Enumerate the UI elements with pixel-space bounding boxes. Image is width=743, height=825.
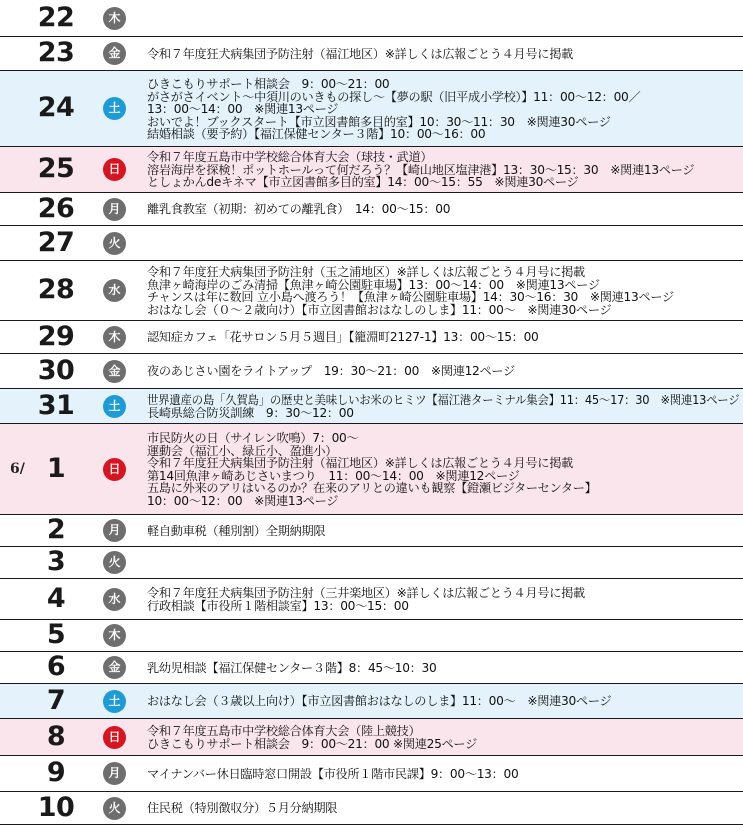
day-number: 28 (37, 274, 75, 305)
event-line: 市民防火の日（サイレン吹鳴）7：00～ (147, 431, 359, 445)
event-line: 10：00～12：00 ※関連13ページ (147, 493, 339, 508)
event-list (147, 266, 739, 316)
event-list (147, 331, 739, 344)
event-line: マイナンバー休日臨時窓口開設【市役所１階市民課】9：00～13：00 (147, 767, 519, 781)
event-line: 夜のあじさい園をライトアップ 19：30～21：00 ※関連12ページ (147, 364, 515, 378)
day-number: 27 (37, 227, 75, 258)
event-list (147, 587, 739, 612)
weekday-badge: 月 (103, 198, 126, 221)
weekday-badge: 土 (103, 395, 126, 418)
event-line: 令和７年度狂犬病集団予防注射（三井楽地区）※詳しくは広報ごとう４月号に掲載 (147, 586, 585, 600)
event-line: 行政相談【市役所１階相談室】13：00～15：00 (147, 598, 409, 613)
weekday-badge: 火 (103, 551, 126, 574)
event-list (147, 695, 739, 708)
weekday-badge: 金 (103, 360, 126, 383)
calendar-row-day-25 (0, 147, 743, 193)
event-line: 離乳食教室（初期：初めての離乳食） 14：00～15：00 (147, 202, 451, 216)
event-list (147, 768, 739, 781)
event-line: 軽自動車税（種別割）全期納期限 (147, 524, 326, 538)
event-line: 五島に外来のアリはいるのか？在来のアリとの違いも観察【鐙瀬ビジターセンター】 (147, 481, 597, 496)
weekday-badge: 火 (103, 797, 126, 820)
event-line: 令和７年度五島市中学校総合体育大会（陸上競技） (147, 724, 421, 738)
day-number: 4 (46, 583, 66, 614)
calendar-row-day-23 (0, 37, 743, 71)
event-list (147, 48, 739, 61)
calendar-row-day-1 (0, 424, 743, 515)
calendar-row-day-10 (0, 792, 743, 825)
day-number: 29 (37, 321, 75, 352)
day-number: 22 (37, 2, 75, 33)
calendar-row-day-3 (0, 547, 743, 579)
event-line: 令和７年度狂犬病集団予防注射（福江地区）※詳しくは広報ごとう４月号に掲載 (147, 47, 573, 61)
calendar-row-day-22 (0, 0, 743, 37)
weekday-badge: 火 (103, 232, 126, 255)
event-list (147, 662, 739, 675)
event-line: 住民税（特別徴収分）５月分納期限 (147, 801, 338, 815)
weekday-badge: 木 (103, 7, 126, 30)
event-list (147, 203, 739, 216)
event-line: 魚津ヶ崎海岸のごみ清掃【魚津ヶ崎公園駐車場】13：00～14：00 ※関連13ページ (147, 277, 600, 292)
event-list (147, 365, 739, 378)
weekday-badge: 日 (103, 158, 126, 181)
event-line: 運動会（福江小、緑丘小、盈進小） (147, 443, 338, 458)
day-number: 26 (37, 193, 75, 224)
calendar-row-day-4 (0, 579, 743, 620)
event-line: ひきこもりサポート相談会 9：00～21：00 (147, 77, 390, 91)
calendar-row-day-26 (0, 193, 743, 226)
calendar-row-day-9 (0, 756, 743, 792)
event-line: おいでよ！ブックスタート【市立図書館多目的室】10：30～11：30 ※関連30ページ (147, 114, 611, 129)
weekday-badge: 日 (103, 726, 126, 749)
month-prefix: 6/ (10, 461, 25, 477)
weekday-badge: 月 (103, 519, 126, 542)
day-number: 2 (46, 515, 66, 545)
calendar-row-day-27 (0, 226, 743, 261)
calendar-row-day-5 (0, 620, 743, 652)
event-list (147, 151, 739, 189)
day-number: 23 (37, 37, 75, 68)
event-line: 乳幼児相談【福江保健センター３階】8：45～10：30 (147, 661, 437, 675)
day-number: 24 (37, 92, 75, 123)
calendar-row-day-24 (0, 71, 743, 147)
day-number: 6 (46, 652, 66, 682)
event-line: 令和７年度狂犬病集団予防注射（玉之浦地区）※詳しくは広報ごとう４月号に掲載 (147, 265, 585, 279)
day-number: 25 (37, 153, 75, 184)
day-number: 1 (46, 453, 66, 484)
weekday-badge: 日 (103, 458, 126, 481)
day-number: 8 (46, 721, 66, 752)
calendar-row-day-6 (0, 652, 743, 684)
event-list (147, 78, 739, 141)
weekday-badge: 木 (103, 326, 126, 349)
weekday-badge: 土 (103, 97, 126, 120)
calendar-row-day-8 (0, 719, 743, 756)
event-list (147, 432, 739, 508)
weekday-badge: 金 (103, 42, 126, 65)
weekday-badge: 月 (103, 762, 126, 785)
event-line: としょかんdeキネマ【市立図書館多目的室】14：00～15：55 ※関連30ページ (147, 175, 579, 190)
calendar-row-day-28 (0, 261, 743, 321)
event-line: おはなし会（０～２歳向け）【市立図書館おはなしのしま】11：00～ ※関連30ページ (147, 302, 612, 317)
event-line: 13：00～14：00 ※関連13ページ (147, 102, 339, 117)
day-number: 3 (46, 547, 66, 577)
event-line: チャンスは年に数回 立小島へ渡ろう！【魚津ヶ崎公園駐車場】14：30～16：30 ※関連13ページ (147, 290, 674, 305)
event-line: ひきこもりサポート相談会 9：00～21：00 ※関連25ページ (147, 736, 477, 751)
event-list (147, 394, 739, 419)
weekday-badge: 水 (103, 588, 126, 611)
calendar-row-day-31 (0, 389, 743, 424)
calendar-row-day-2 (0, 515, 743, 547)
event-list (147, 802, 739, 815)
event-line: 溶岩海岸を探検！ポットホールって何だろう？【崎山地区塩津港】13：30～15：30 ※関連13ページ (147, 162, 695, 177)
event-list (147, 725, 739, 750)
event-line: おはなし会（３歳以上向け）【市立図書館おはなしのしま】11：00～ ※関連30ページ (147, 694, 612, 708)
event-line: 世界遺産の島「久賀島」の歴史と美味しいお米のヒミツ【福江港ターミナル集会】11：45～17：30 ※関連13ページ (147, 393, 740, 407)
weekday-badge: 金 (103, 656, 126, 679)
day-number: 9 (46, 757, 66, 788)
weekday-badge: 土 (103, 690, 126, 713)
event-line: 認知症カフェ「花サロン５月５週目」【籠淵町2127-1】13：00～15：00 (147, 330, 539, 344)
event-line: 令和７年度狂犬病集団予防注射（福江地区）※詳しくは広報ごとう４月号に掲載 (147, 456, 573, 471)
day-number: 31 (37, 390, 75, 421)
event-list (147, 525, 739, 538)
event-line: 長崎県総合防災訓練 9：30～12：00 (147, 405, 354, 420)
day-number: 30 (37, 355, 75, 386)
weekday-badge: 水 (103, 279, 126, 302)
calendar-row-day-29 (0, 321, 743, 354)
event-line: 結婚相談（要予約）【福江保健センター３階】10：00～16：00 (147, 127, 486, 142)
weekday-badge: 木 (103, 624, 126, 647)
calendar-row-day-7 (0, 684, 743, 719)
event-line: 第14回魚津ヶ崎あじさいまつり 11：00～14：00 ※関連12ページ (147, 468, 520, 483)
calendar-row-day-30 (0, 354, 743, 389)
event-line: がさがさイベント～中須川のいきもの探し～【夢の駅（旧平成小学校）】11：00～12：00／ (147, 89, 641, 104)
day-number: 7 (46, 685, 66, 716)
event-line: 令和７年度五島市中学校総合体育大会（球技・武道） (147, 150, 433, 164)
day-number: 5 (46, 620, 66, 650)
day-number: 10 (37, 792, 75, 823)
